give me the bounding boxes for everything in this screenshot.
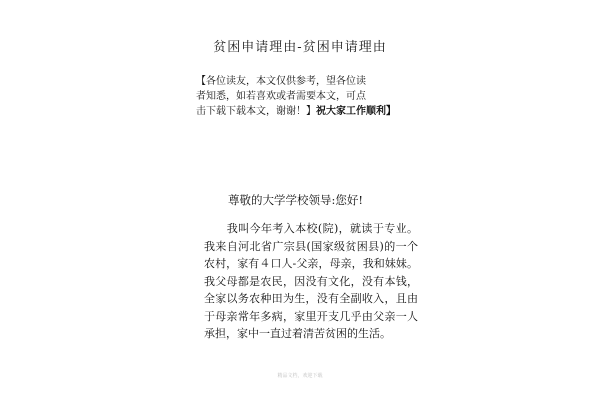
notice-tail-text: 祝大家工作顺利】 xyxy=(316,106,396,117)
letter-body: 我叫今年考入本校(院)，就读于专业。我来自河北省广宗县(国家级贫困县)的一个农村，家有４口人-父亲，母亲，我和妹妹。我父母都是农民，因没有文化，没有本钱，全家以务农种田为生，没有全副收入，且由于母亲常年多病，家里开支几乎由父亲一人承担，家中一直过着清苦贫困的生活。 xyxy=(204,222,418,340)
page-footer-note: 精品文档，欢迎下载 xyxy=(277,373,323,379)
reader-notice xyxy=(196,74,426,119)
notice-main-text: 【各位读友，本文仅供参考，望各位读 者知悉，如若喜欢或者需要本文，可点 击下载下载本文，谢谢！】 xyxy=(196,76,366,117)
letter-greeting: 尊敬的大学学校领导:您好! xyxy=(228,193,363,207)
document-title: 贫困申请理由-贫困申请理由 xyxy=(213,40,387,55)
